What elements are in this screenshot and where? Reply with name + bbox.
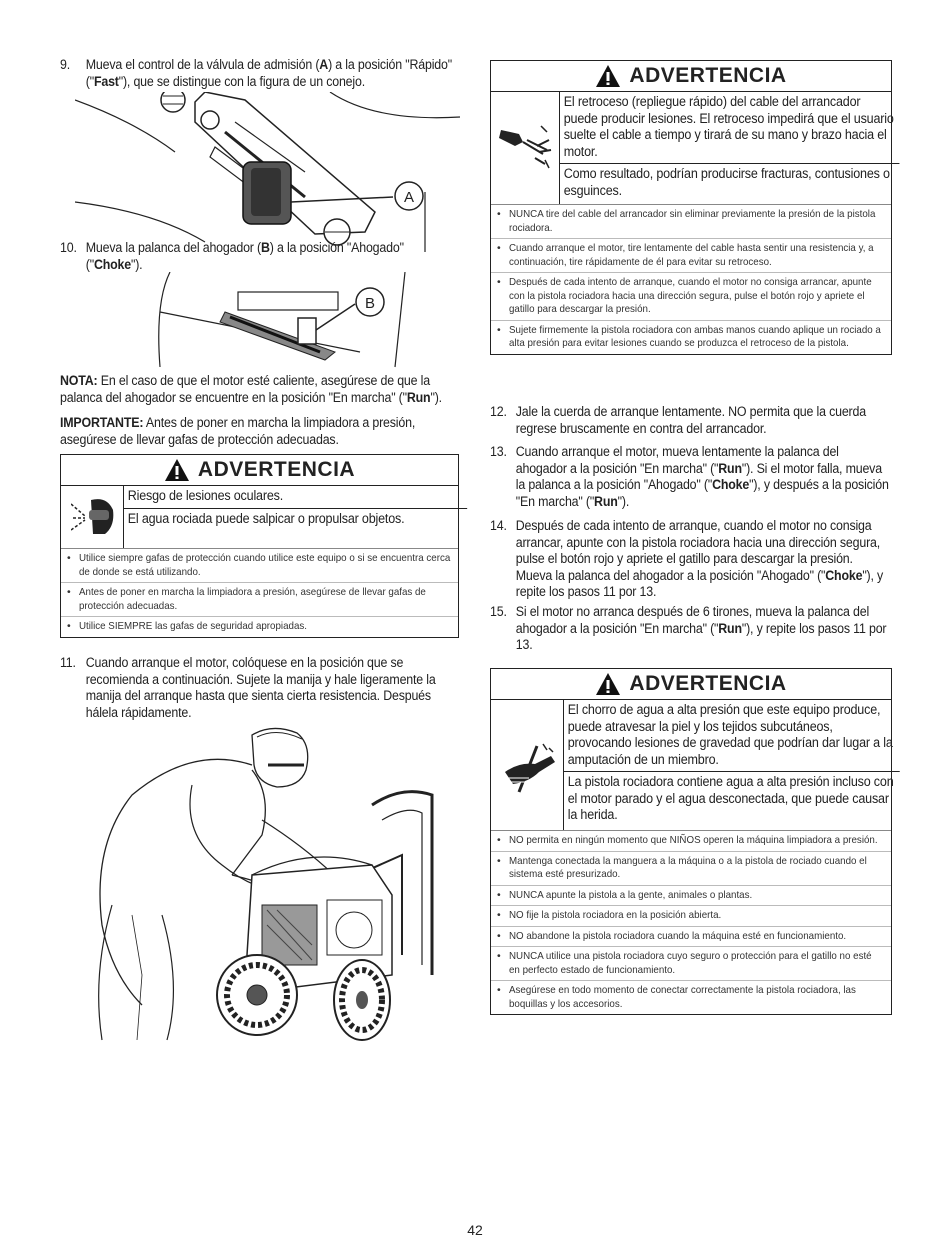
warning-line: El agua rociada puede salpicar o propulsar objetos.	[127, 510, 405, 526]
warning-triangle-icon	[595, 672, 621, 696]
throttle-control-figure	[75, 92, 465, 252]
warning-bullet-list	[491, 831, 891, 1014]
list-item: • Asegúrese en todo momento de conectar correctamente la pistola rociadora, las boquillas y los accesorios.	[491, 981, 891, 1014]
warning-line: Riesgo de lesiones oculares.	[124, 486, 467, 509]
warning-header	[491, 669, 891, 700]
warning-line: El chorro de agua a alta presión que este equipo produce, puede atravesar la piel y los tejidos subcutáneos, provocando lesiones de gravedad que podrían dar lugar a la amputación de un miembro.	[564, 700, 900, 772]
choke-lever-figure	[150, 272, 420, 372]
step-number: 11.	[60, 655, 76, 670]
list-item: • Utilice SIEMPRE las gafas de seguridad apropiadas.	[61, 617, 458, 637]
warning-bullet-list	[491, 205, 891, 354]
warning-header	[61, 455, 458, 486]
warning-line: Como resultado, podrían producirse fracturas, contusiones o esguinces.	[563, 166, 890, 198]
callout-a-label: A	[403, 189, 415, 206]
list-item: • NUNCA apunte la pistola a la gente, animales o plantas.	[491, 886, 891, 907]
list-item: • NO abandone la pistola rociadora cuando la máquina esté en funcionamiento.	[491, 927, 891, 948]
list-item: • Sujete firmemente la pistola rociadora con ambas manos cuando aplique un rociado a alta presión para evitar lesiones cuando se produzca el retroceso de la pistola.	[491, 321, 891, 354]
warning-line: El retroceso (repliegue rápido) del cable del arrancador puede producir lesiones. El retroceso impedirá que el usuario suelte el cable a tiempo y tirará de su mano y brazo hacia el motor.	[560, 92, 900, 164]
step-number: 13.	[490, 444, 507, 459]
goggles-icon	[71, 496, 117, 538]
step-number: 10.	[60, 240, 77, 255]
warning-line: La pistola rociadora contiene agua a alta presión incluso con el motor parado y el agua desconectada, que puede causar la herida.	[567, 774, 894, 822]
recoil-hand-icon	[497, 120, 553, 170]
injection-hand-icon	[499, 742, 559, 796]
important-paragraph: IMPORTANTE: Antes de poner en marcha la limpiadora a presión, asegúrese de llevar gafas de protección adecuadas.	[60, 415, 416, 447]
list-item: • NUNCA utilice una pistola rociadora cuyo seguro o protección para el gatillo no esté en perfecto estado de funcionamiento.	[491, 947, 891, 981]
list-item: • Cuando arranque el motor, tire lentamente del cable hasta sentir una resistencia y, a continuación, tire rápidamente de él para evitar su retroceso.	[491, 239, 891, 273]
warning-bullet-list	[61, 549, 458, 637]
warning-triangle-icon	[595, 64, 621, 88]
warning-title: ADVERTENCIA	[197, 458, 356, 481]
list-item: • Utilice siempre gafas de protección cuando utilice este equipo o si se encuentra cerca de donde se está utilizando.	[61, 549, 458, 583]
list-item: • Después de cada intento de arranque, cuando el motor no consiga arrancar, apunte con la pistola rociadora hacia una dirección segura, pulse el botón rojo y apriete el gatillo para descargar la presión.	[491, 273, 891, 321]
list-item: • NO fije la pistola rociadora en la posición abierta.	[491, 906, 891, 927]
list-item: • Mantenga conectada la manguera a la máquina o a la pistola de rociado cuando el sistema esté presurizado.	[491, 852, 891, 886]
step-number: 14.	[490, 518, 507, 533]
note-paragraph: NOTA: En el caso de que el motor esté caliente, asegúrese de que la palanca del ahogador se encuentre en la posición "En marcha" ("Run").	[60, 373, 442, 405]
warning-title: ADVERTENCIA	[629, 64, 787, 87]
warning-header	[491, 61, 891, 92]
step-number: 15.	[490, 604, 507, 619]
page-number: 42	[467, 1222, 483, 1238]
list-item: • NO permita en ningún momento que NIÑOS operen la máquina limpiadora a presión.	[491, 831, 891, 852]
list-item: • NUNCA tire del cable del arrancador sin eliminar previamente la presión de la pistola rociadora.	[491, 205, 891, 239]
step-number: 9.	[60, 57, 70, 72]
warning-title: ADVERTENCIA	[629, 672, 787, 695]
step-number: 12.	[490, 404, 507, 419]
starting-position-illustration	[72, 725, 457, 1045]
warning-box-injection	[490, 668, 892, 1015]
warning-box-recoil	[490, 60, 892, 355]
list-item: • Antes de poner en marcha la limpiadora a presión, asegúrese de llevar gafas de protección adecuadas.	[61, 583, 458, 617]
warning-box-eye	[60, 454, 459, 638]
callout-b-label: B	[364, 295, 376, 312]
warning-triangle-icon	[164, 458, 190, 482]
